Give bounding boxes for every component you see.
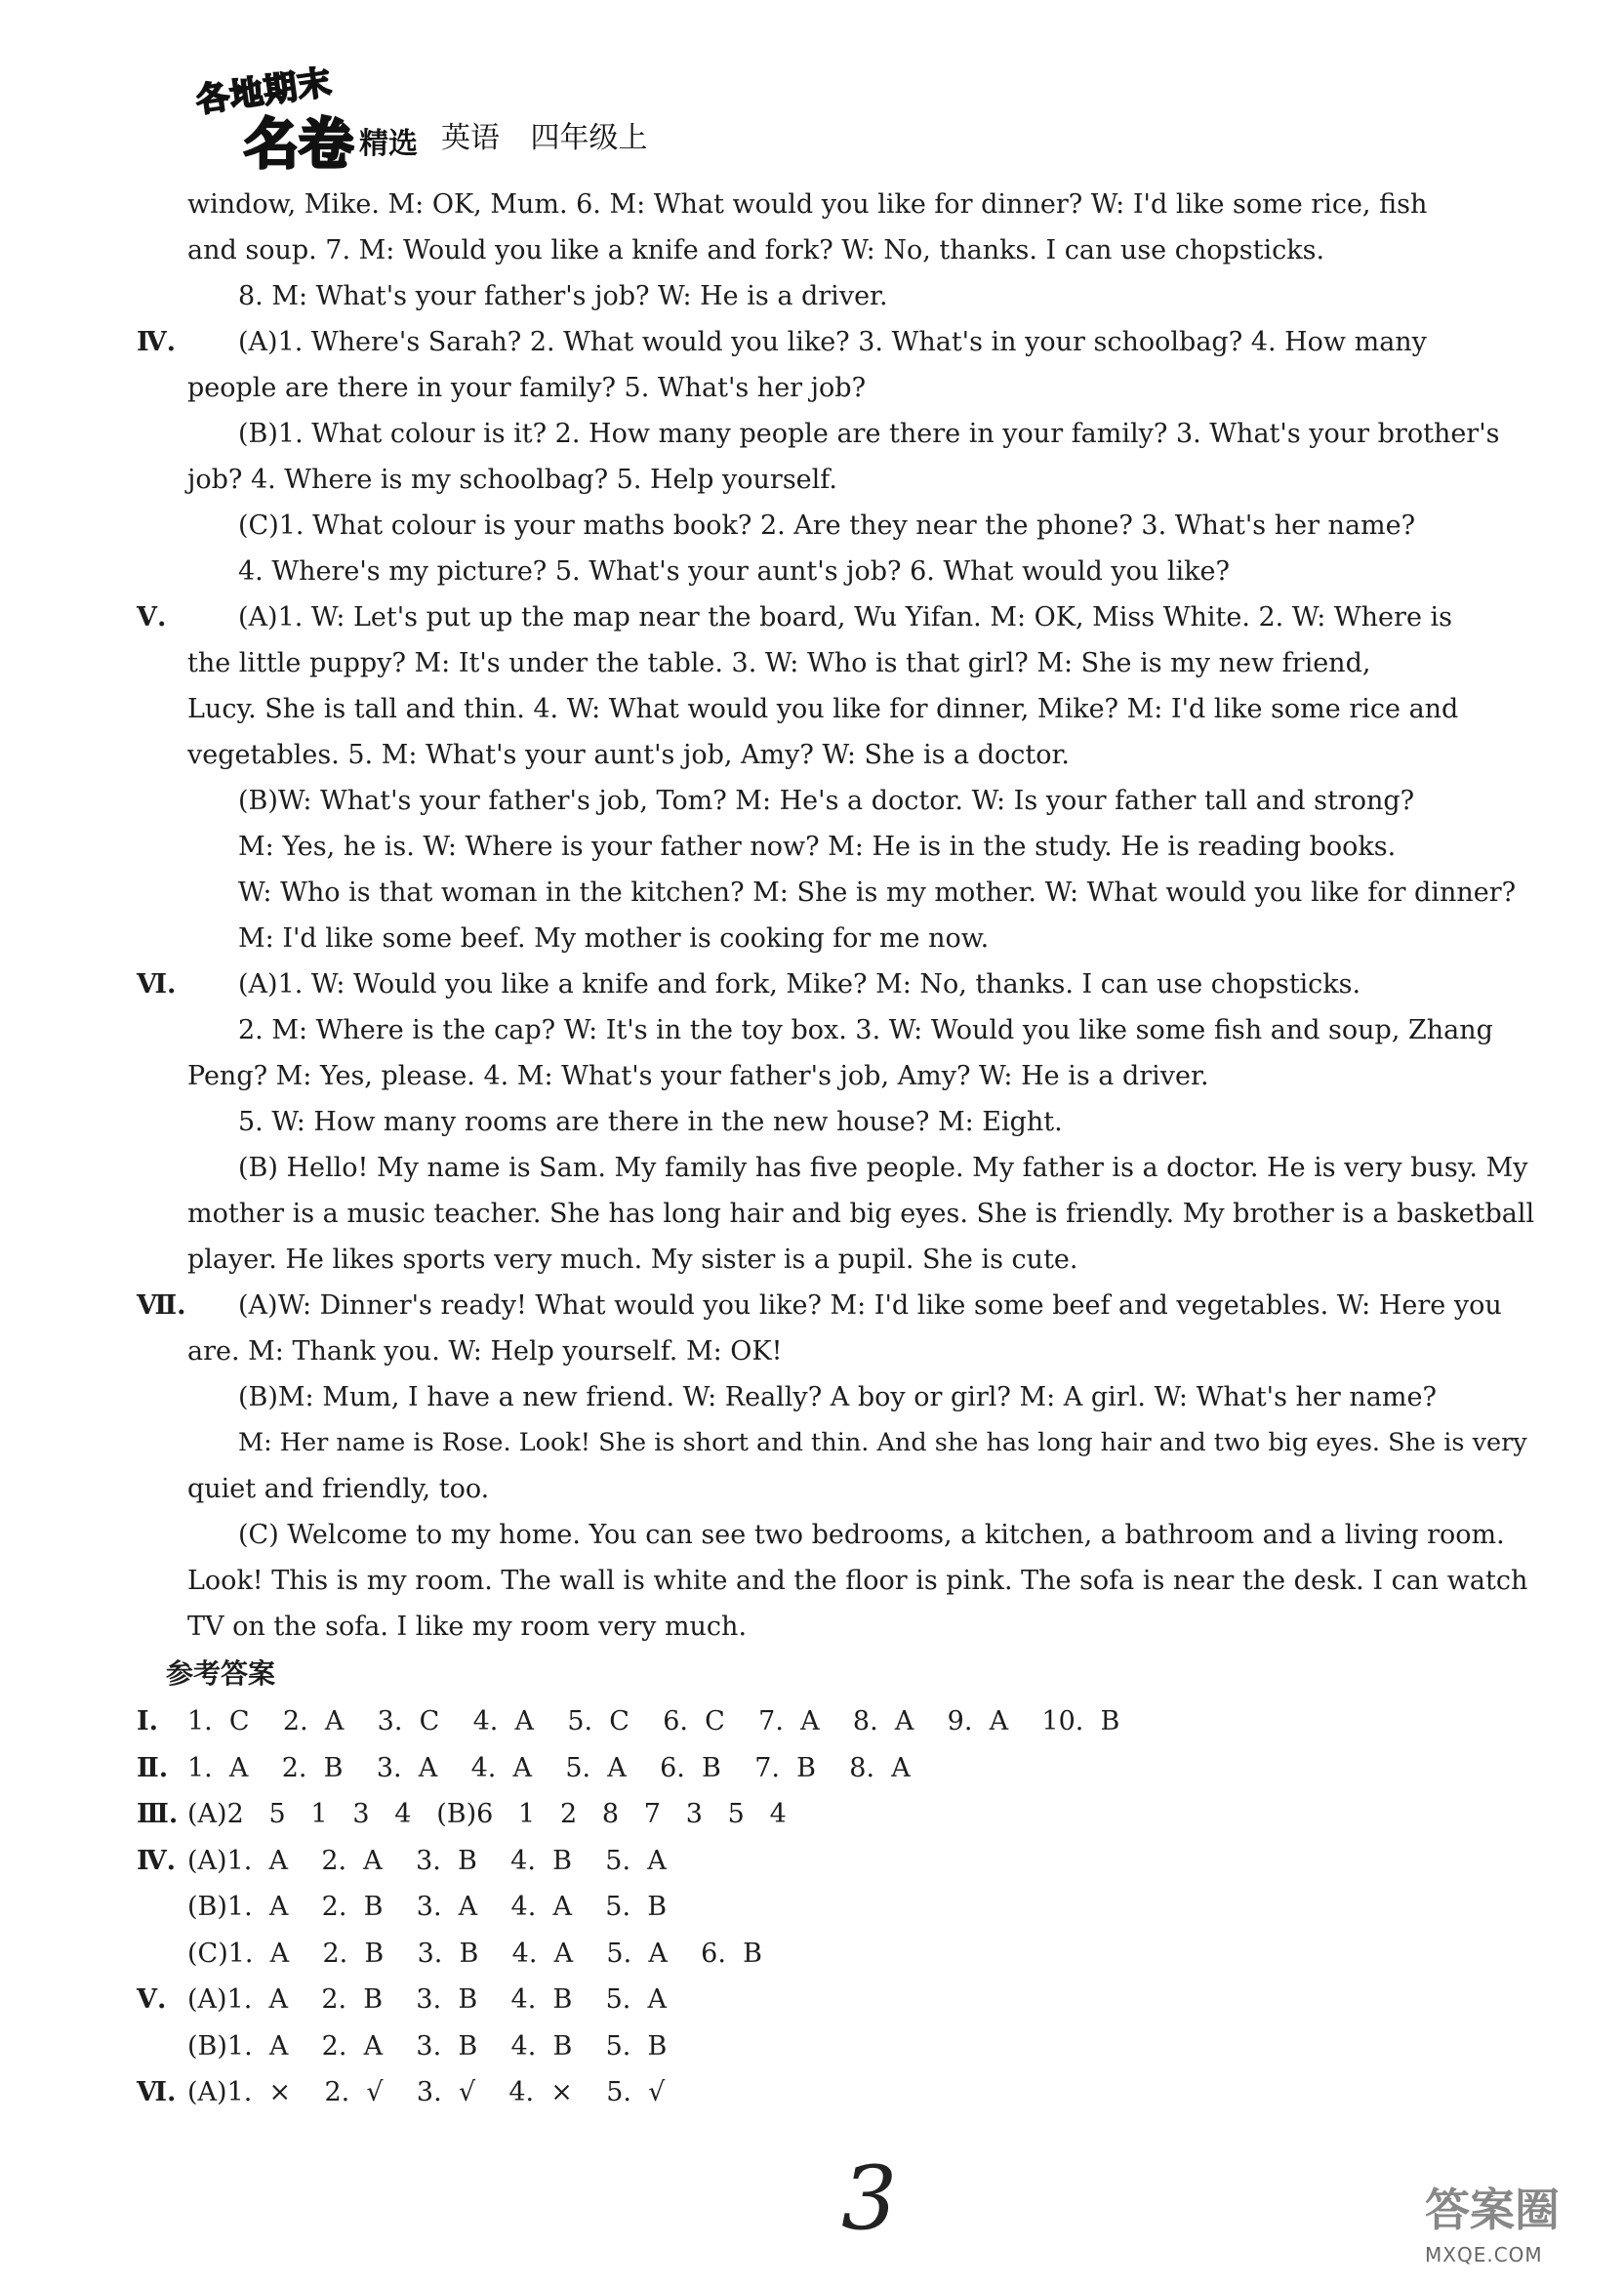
line-text: M: Her name is Rose. Look! She is short and thin. And she has long hair and two big eyes. She is very [238,1428,1527,1457]
answer-line [137,1698,1536,1745]
line-text: vegetables. 5. M: What's your aunt's job, Amy? W: She is a doctor. [187,740,1071,770]
line-text: job? 4. Where is my schoolbag? 5. Help yourself. [187,465,837,495]
answer-line [137,1838,1536,1885]
transcript-line [187,549,1536,594]
section-number: Ⅶ. [137,1290,186,1321]
line-text: are. M: Thank you. W: Help yourself. M: OK! [187,1336,783,1367]
transcript-line [187,227,1536,273]
section-number: Ⅳ. [137,327,177,357]
section-number: Ⅵ. [137,969,177,1000]
line-text: the little puppy? M: It's under the table. 3. W: Who is that girl? M: She is my new friend, [187,648,1371,678]
line-text: 2. M: Where is the cap? W: It's in the toy box. 3. W: Would you like some fish and soup, Zhang [238,1015,1493,1045]
answer-section-number: Ⅴ. [137,1984,167,2015]
line-text: player. He likes sports very much. My sister is a pupil. She is cute. [187,1245,1078,1275]
transcript-line [187,273,1536,319]
answer-line [137,1977,1536,2023]
answer-section-number: Ⅰ. [137,1706,159,1736]
line-text: (B)W: What's your father's job, Tom? M: He's a doctor. W: Is your father tall and strong? [238,786,1415,816]
transcript-line [187,1420,1536,1466]
transcript-line [187,1374,1536,1420]
line-text: 4. Where's my picture? 5. What's your aunt's job? 6. What would you like? [238,556,1230,587]
answer-text: (B)1. A 2. B 3. A 4. A 5. B [187,1892,668,1922]
line-text: mother is a music teacher. She has long hair and big eyes. She is friendly. My brother is a basketball [187,1199,1535,1229]
book-logo [185,61,439,177]
transcript-line [187,1604,1536,1650]
transcript-line [187,778,1536,824]
document-body [137,182,1536,2116]
transcript-line [187,365,1536,411]
line-text: window, Mike. M: OK, Mum. 6. M: What would you like for dinner? W: I'd like some rice, fish [187,189,1428,220]
line-text: Peng? M: Yes, please. 4. M: What's your father's job, Amy? W: He is a driver. [187,1061,1209,1091]
line-text: M: I'd like some beef. My mother is cooking for me now. [238,923,990,954]
page-header [185,61,869,177]
transcript-line [137,319,1536,365]
line-text: 5. W: How many rooms are there in the new house? M: Eight. [238,1107,1063,1137]
transcript-line [187,640,1536,686]
line-text: Look! This is my room. The wall is white and the floor is pink. The sofa is near the desk. I can watch [187,1566,1528,1596]
answer-line [137,1745,1536,1792]
watermark-url: MXQE.COM [1425,2243,1543,2267]
line-text: Lucy. She is tall and thin. 4. W: What would you like for dinner, Mike? M: I'd like some rice and [187,694,1459,724]
header-subject: 英语 [441,121,500,155]
logo-line2: 名卷 [244,113,353,177]
line-text: quiet and friendly, too. [187,1474,490,1504]
answer-text: (C)1. A 2. B 3. B 4. A 5. A 6. B [187,1938,762,1969]
section-number: Ⅴ. [137,602,167,633]
answer-text: (A)1. × 2. √ 3. √ 4. × 5. √ [187,2077,666,2107]
transcript-line [187,1237,1536,1283]
answer-section-number: Ⅵ. [137,2077,177,2107]
line-text: (A)W: Dinner's ready! What would you like? M: I'd like some beef and vegetables. W: Here you [238,1290,1502,1321]
transcript-line [187,1007,1536,1053]
line-text: (A)1. W: Would you like a knife and fork, Mike? M: No, thanks. I can use chopsticks. [238,969,1361,1000]
line-text: W: Who is that woman in the kitchen? M: She is my mother. W: What would you like for dinner? [238,878,1517,908]
line-text: (B)1. What colour is it? 2. How many people are there in your family? 3. What's your brother's [238,419,1500,449]
answer-text: (B)1. A 2. A 3. B 4. B 5. B [187,2030,668,2062]
transcript-line [187,1053,1536,1099]
answer-text: 1. A 2. B 3. A 4. A 5. A 6. B 7. B 8. A [187,1752,911,1783]
transcript-line [187,870,1536,916]
line-text: and soup. 7. M: Would you like a knife and fork? W: No, thanks. I can use chopsticks. [187,235,1325,265]
line-text: M: Yes, he is. W: Where is your father now? M: He is in the study. He is reading books. [238,832,1397,862]
transcript-line [187,1328,1536,1374]
header-grade: 四年级上 [530,121,648,155]
answer-line [137,2069,1536,2116]
transcript-line [137,1283,1536,1328]
answers-title: 参考答案 [166,1657,276,1690]
line-text: (A)1. Where's Sarah? 2. What would you like? 3. What's in your schoolbag? 4. How many [238,327,1427,357]
line-text: 8. M: What's your father's job? W: He is a driver. [238,281,888,311]
logo-line1: 各地期末 [193,62,335,121]
header-subject-grade [441,113,648,156]
transcript-line [187,686,1536,732]
line-text: (B)M: Mum, I have a new friend. W: Really? A boy or girl? M: A girl. W: What's her name? [238,1382,1437,1412]
transcript-line [187,182,1536,227]
transcript-line [187,1145,1536,1191]
answer-line [137,1791,1536,1838]
answer-section-number: Ⅳ. [137,1845,177,1876]
line-text: (A)1. W: Let's put up the map near the board, Wu Yifan. M: OK, Miss White. 2. W: Where is [238,602,1452,633]
answer-text: (A)2 5 1 3 4 (B)6 1 2 8 7 3 5 4 [187,1799,787,1829]
answer-section-number: Ⅲ. [137,1799,179,1829]
transcript-line [187,1191,1536,1237]
answer-text: (A)1. A 2. B 3. B 4. B 5. A [187,1984,668,2015]
transcript-line [187,503,1536,549]
answer-line [187,1884,1536,1931]
transcript-line [187,1512,1536,1558]
transcript-line [187,1558,1536,1604]
transcript-line [187,732,1536,778]
logo-line3: 精选 [359,127,418,161]
answer-text: 1. C 2. A 3. C 4. A 5. C 6. C 7. A 8. A 9. A 10. B [187,1706,1120,1736]
watermark [1425,2175,1620,2282]
answer-text: (A)1. A 2. A 3. B 4. B 5. A [187,1845,667,1876]
transcript-line [137,594,1536,640]
line-text: (C) Welcome to my home. You can see two bedrooms, a kitchen, a bathroom and a living room. [238,1520,1505,1550]
transcript-line [187,457,1536,503]
line-text: people are there in your family? 5. What's her job? [187,373,867,403]
transcript-line [187,824,1536,870]
watermark-text: 答案圈 [1425,2184,1560,2236]
transcript-line [187,1466,1536,1512]
transcript-line [187,916,1536,961]
answer-line [187,2023,1536,2070]
line-text: (C)1. What colour is your maths book? 2. Are they near the phone? 3. What's her name? [238,510,1416,541]
answer-section-number: Ⅱ. [137,1752,169,1783]
line-text: (B) Hello! My name is Sam. My family has five people. My father is a doctor. He is very busy. My [238,1153,1528,1183]
transcript-line [187,411,1536,457]
transcript-line [137,961,1536,1007]
answer-line [187,1931,1536,1978]
page-number: 3 [841,2147,898,2250]
line-text: TV on the sofa. I like my room very much. [187,1612,748,1642]
transcript-line [187,1099,1536,1145]
